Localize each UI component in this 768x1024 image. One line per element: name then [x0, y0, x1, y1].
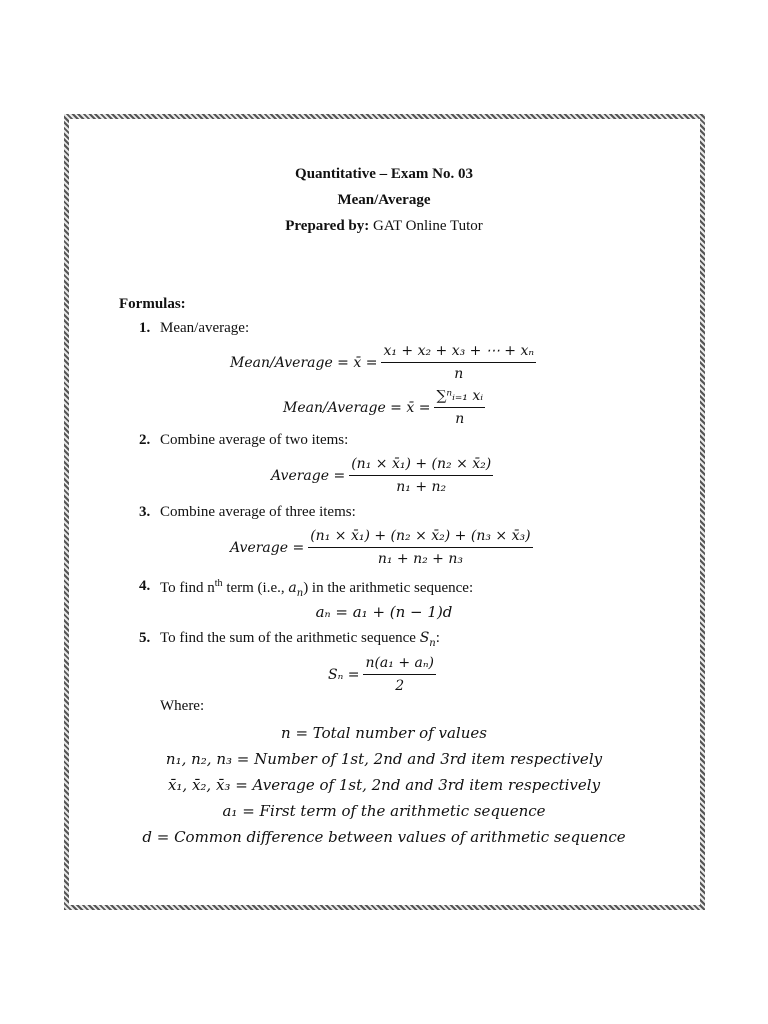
mean2-fraction [434, 388, 485, 427]
avg2-lhs: Average = [271, 467, 346, 484]
where-line: a₁ = First term of the arithmetic sequence [222, 802, 546, 820]
item-label [160, 578, 473, 599]
inline-math: $a_n$ [288, 580, 304, 599]
item-label: Combine average of two items: [160, 432, 349, 448]
item-label [160, 630, 440, 649]
item-number: 2. [139, 432, 151, 448]
where-line: x̄₁, x̄₂, x̄₃ = Average of 1st, 2nd and 3rd item respectively [167, 776, 601, 794]
avg2-denominator: n₁ + n₂ [396, 479, 447, 495]
item-label: Mean/average: [160, 320, 250, 336]
superscript: th [214, 578, 223, 589]
item-number: 4. [139, 578, 151, 594]
math-symbol: a [288, 580, 297, 596]
item-text-part: term (i.e., [222, 580, 289, 596]
avg2-fraction [349, 456, 493, 495]
prepared-label: Prepared by: [285, 218, 370, 234]
combined-average-two [271, 456, 493, 495]
item-number: 5. [139, 630, 151, 646]
where-line: d = Common difference between values of arithmetic sequence [142, 828, 626, 846]
nth-term-formula: aₙ = a₁ + (n − 1)d [315, 603, 453, 621]
combined-average-three [230, 528, 533, 567]
sn-fraction [363, 655, 436, 694]
item-text-part: ) in the arithmetic sequence: [303, 580, 474, 596]
where-line: n₁, n₂, n₃ = Number of 1st, 2nd and 3rd item respectively [165, 750, 603, 768]
exam-subtitle: Mean/Average [337, 192, 431, 208]
where-label: Where: [160, 698, 205, 714]
mean1-numerator: x₁ + x₂ + x₃ + ⋯ + xₙ [381, 343, 536, 363]
sum-formula [328, 655, 436, 694]
item-text-part: : [435, 630, 440, 646]
inline-math: $S_n$ [419, 630, 436, 649]
mean1-lhs: Mean/Average = x̄ = [230, 354, 378, 371]
where-line: n = Total number of values [281, 724, 487, 742]
mean2-denominator: n [455, 411, 465, 427]
mean-formula-1 [230, 343, 536, 382]
avg3-denominator: n₁ + n₂ + n₃ [377, 551, 463, 567]
mean1-fraction [381, 343, 536, 382]
item-text-part: To find n [160, 580, 215, 596]
item-number: 3. [139, 504, 151, 520]
exam-title: Quantitative – Exam No. 03 [295, 166, 473, 182]
math-symbol: S [419, 630, 430, 646]
mean2-numerator: ∑ⁿᵢ₌₁ xᵢ [434, 388, 485, 408]
mean1-denominator: n [454, 366, 464, 382]
mean-formula-2 [283, 388, 485, 427]
item-text-part: To find the sum of the arithmetic sequence [160, 630, 420, 646]
item-number: 1. [139, 320, 151, 336]
avg2-numerator: (n₁ × x̄₁) + (n₂ × x̄₂) [349, 456, 493, 476]
avg3-fraction [308, 528, 532, 567]
sn-numerator: n(a₁ + aₙ) [363, 655, 436, 675]
prepared-by [0, 218, 768, 235]
sn-denominator: 2 [395, 678, 405, 694]
avg3-numerator: (n₁ × x̄₁) + (n₂ × x̄₂) + (n₃ × x̄₃) [308, 528, 532, 548]
avg3-lhs: Average = [230, 539, 305, 556]
sn-lhs: Sₙ = [328, 666, 360, 683]
mean2-lhs: Mean/Average = x̄ = [283, 399, 431, 416]
prepared-value: GAT Online Tutor [373, 218, 483, 234]
formulas-heading: Formulas: [119, 296, 186, 312]
item-label: Combine average of three items: [160, 504, 356, 520]
